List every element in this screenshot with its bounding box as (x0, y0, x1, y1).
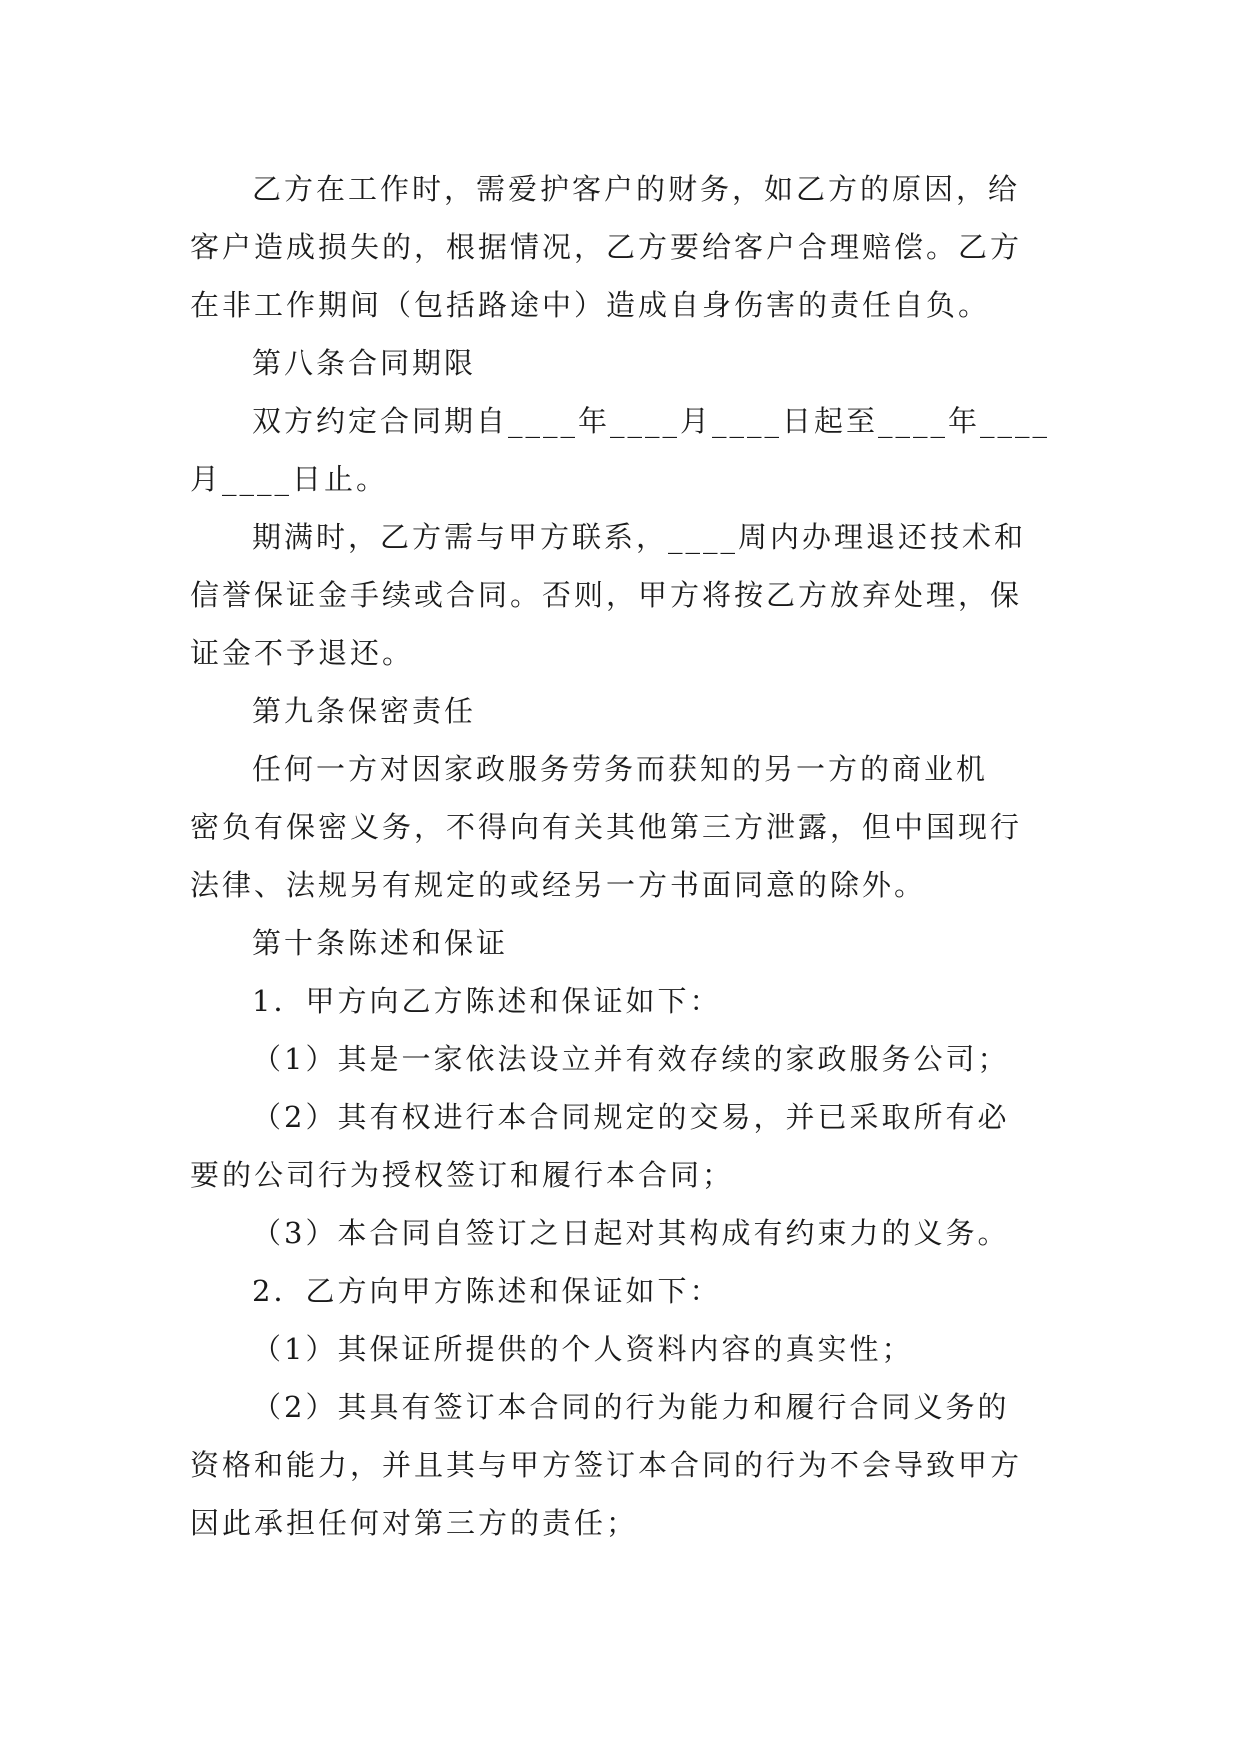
paragraph-line: 证金不予退还。 (190, 636, 415, 670)
paragraph-line: 密负有保密义务，不得向有关其他第三方泄露，但中国现行 (190, 810, 1023, 844)
section-heading: 第九条保密责任 (252, 694, 477, 728)
paragraph-line: 在非工作期间（包括路途中）造成自身伤害的责任自负。 (190, 288, 991, 322)
paragraph-line: 任何一方对因家政服务劳务而获知的另一方的商业机 (252, 752, 989, 786)
paragraph-line: 资格和能力，并且其与甲方签订本合同的行为不会导致甲方 (190, 1448, 1023, 1482)
list-item: （2）其有权进行本合同规定的交易，并已采取所有必 (252, 1100, 1010, 1134)
list-item: 1．甲方向乙方陈述和保证如下： (252, 984, 722, 1018)
paragraph-line: 双方约定合同期自____年____月____日起至____年____ (252, 404, 1051, 438)
paragraph-line: 因此承担任何对第三方的责任； (190, 1506, 639, 1540)
section-heading: 第八条合同期限 (252, 346, 477, 380)
paragraph-line: 月____日止。 (190, 462, 389, 496)
paragraph-line: 要的公司行为授权签订和履行本合同； (190, 1158, 735, 1192)
paragraph-line: 乙方在工作时，需爱护客户的财务，如乙方的原因，给 (252, 172, 1021, 206)
list-item: （1）其保证所提供的个人资料内容的真实性； (252, 1332, 914, 1366)
paragraph-line: 法律、法规另有规定的或经另一方书面同意的除外。 (190, 868, 927, 902)
document-page (190, 160, 1050, 1552)
list-item: 2．乙方向甲方陈述和保证如下： (252, 1274, 722, 1308)
list-item: （1）其是一家依法设立并有效存续的家政服务公司； (252, 1042, 1010, 1076)
paragraph-line: 客户造成损失的，根据情况，乙方要给客户合理赔偿。乙方 (190, 230, 1023, 264)
list-item: （2）其具有签订本合同的行为能力和履行合同义务的 (252, 1390, 1010, 1424)
list-item: （3）本合同自签订之日起对其构成有约束力的义务。 (252, 1216, 1010, 1250)
paragraph-line: 期满时，乙方需与甲方联系，____周内办理退还技术和 (252, 520, 1027, 554)
section-heading: 第十条陈述和保证 (252, 926, 509, 960)
paragraph-line: 信誉保证金手续或合同。否则，甲方将按乙方放弃处理，保 (190, 578, 1023, 612)
